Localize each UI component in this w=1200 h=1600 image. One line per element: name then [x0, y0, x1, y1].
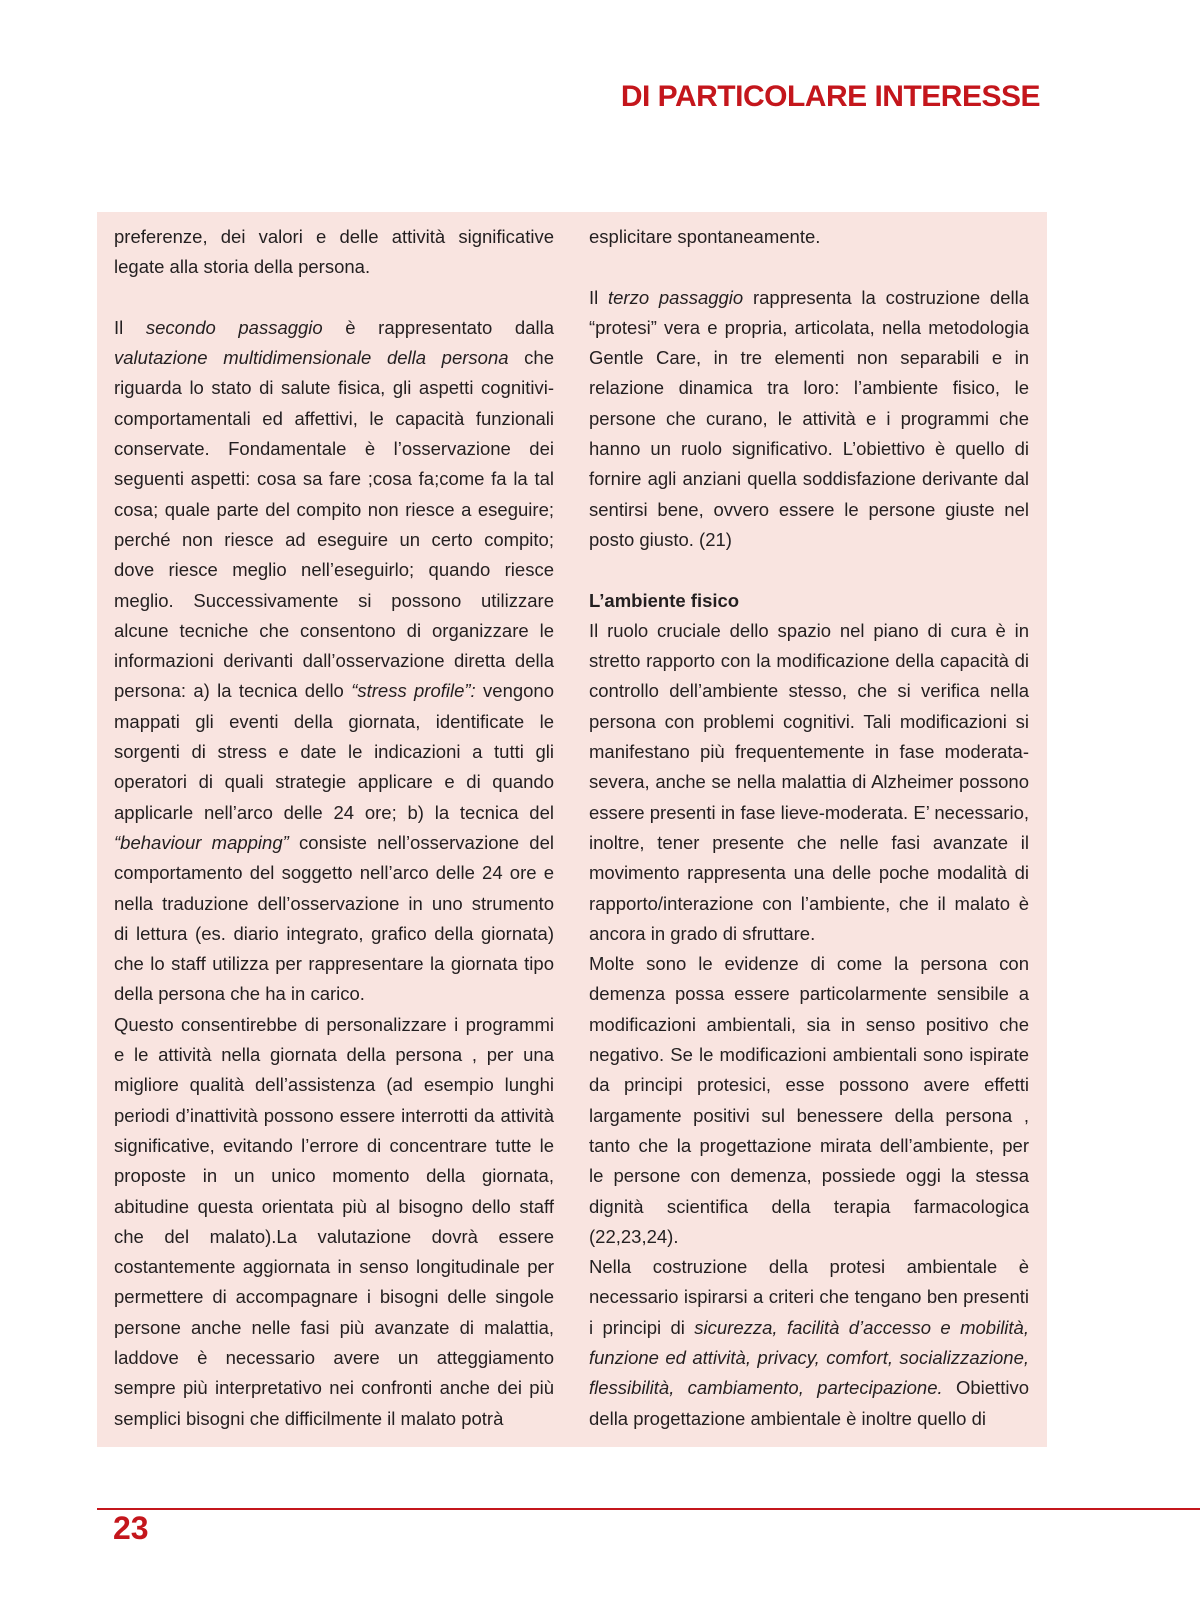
- text-run: che riguarda lo stato di salute fisica, gli aspetti cognitivi-comportamentali ed affettivi, le capacità funzionali conservate. Fondamentale è l’osservazione dei seguenti aspetti: cosa sa fare ;cosa fa;come fa la tal cosa; quale parte del compito non riesce a eseguire; perché non riesce ad eseguire un certo compito; dove riesce meglio nell’eseguirlo; quando riesce meglio. Successivamente si possono utilizzare alcune tecniche che consentono di organizzare le informazioni derivanti dall’osservazione diretta della persona: a) la tecnica dello: [114, 347, 554, 702]
- text-run: Nella costruzione della protesi ambientale è necessario ispirarsi a criteri che tengano ben presenti i principi di: [589, 1256, 1029, 1338]
- article-body: [97, 212, 1047, 1447]
- section-title: DI PARTICOLARE INTERESSE: [620, 80, 1040, 113]
- paragraph-secondo-passaggio: [114, 313, 554, 1010]
- subsection-heading: L’ambiente fisico: [589, 589, 740, 611]
- emphasis-text: secondo passaggio: [145, 316, 323, 338]
- text-run: Il: [114, 316, 146, 338]
- emphasis-text: sicurezza, facilità d’accesso e mobilità, funzione ed attività, privacy, comfort, socializzazione, flessibilità, cambiamento, partecipazione.: [589, 1316, 1029, 1399]
- emphasis-text: “behaviour mapping”: [114, 831, 289, 853]
- right-column: [589, 222, 1029, 1434]
- left-column: [114, 222, 554, 1434]
- text-run: è rappresentato dalla: [322, 316, 554, 338]
- paragraph: esplicitare spontaneamente.: [589, 226, 821, 247]
- text-run: consiste nell’osservazione del comportamento del soggetto nell’arco delle 24 ore e nella traduzione dell’osservazione in uno strumento di lettura (es. diario integrato, grafico della giornata) che lo staff utilizza per rappresentare la giornata tipo della persona che ha in carico.: [114, 831, 554, 1005]
- paragraph: Questo consentirebbe di personalizzare i programmi e le attività nella giornata della persona , per una migliore qualità dell’assistenza (ad esempio lunghi periodi d’inattività possono essere interrotti da attività significative, evitando l’errore di concentrare tutte le proposte in un unico momento della giornata, abitudine questa orientata più al bisogno dello staff che del malato).La valutazione dovrà essere costantemente aggiornata in senso longitudinale per permettere di accompagnare i bisogni delle singole persone anche nelle fasi più avanzate di malattia, laddove è necessario avere un atteggiamento sempre più interpretativo nei confronti anche dei più semplici bisogni che difficilmente il malato potrà: [114, 1013, 554, 1429]
- page-number: 23: [113, 1510, 149, 1546]
- text-run: vengono mappati gli eventi della giornata, identificate le sorgenti di stress e date le indicazioni a tutti gli operatori di quali strategie applicare e di quando applicarle nell’arco delle 24 ore; b) la tecnica del: [114, 680, 555, 823]
- paragraph: Molte sono le evidenze di come la persona con demenza possa essere particolarmente sensibile a modificazioni ambientali, sia in senso positivo che negativo. Se le modificazioni ambientali sono ispirate da principi protesici, esse possono avere effetti largamente positivi sul benessere della persona , tanto che la progettazione mirata dell’ambiente, per le persone con demenza, possiede oggi la stessa dignità scientifica della terapia farmacologica (22,23,24).: [589, 953, 1029, 1247]
- paragraph: preferenze, dei valori e delle attività significative legate alla storia della persona.: [114, 226, 554, 278]
- paragraph: Il ruolo cruciale dello spazio nel piano di cura è in stretto rapporto con la modificazione della capacità di controllo dell’ambiente stesso, che si verifica nella persona con problemi cognitivi. Tali modificazioni si manifestano più frequentemente in fase moderata-severa, anche se nella malattia di Alzheimer possono essere presenti in fase lieve-moderata. E’ necessario, inoltre, tener presente che nelle fasi avanzate il movimento rappresenta una delle poche modalità di rapporto/interazione con l’ambiente, che il malato è ancora in grado di sfruttare.: [589, 619, 1029, 944]
- text-run: Il: [589, 286, 608, 308]
- footer-rule: [97, 1508, 1200, 1510]
- text-run: Obiettivo della progettazione ambientale è inoltre quello di: [589, 1377, 1029, 1429]
- paragraph-terzo-passaggio: [589, 283, 1029, 556]
- emphasis-text: terzo passaggio: [608, 286, 744, 308]
- paragraph: [589, 1252, 1029, 1434]
- emphasis-text: valutazione multidimensionale della persona: [114, 347, 509, 369]
- emphasis-text: “stress profile”:: [351, 680, 476, 702]
- text-run: rappresenta la costruzione della “protesi” vera e propria, articolata, nella metodologia Gentle Care, in tre elementi non separabili e in relazione dinamica tra loro: l’ambiente fisico, le persone che curano, le attività e i programmi che hanno un ruolo significativo. L’obiettivo è quello di fornire agli anziani quella soddisfazione derivante dal sentirsi bene, ovvero essere le persone giuste nel posto giusto. (21): [589, 286, 1029, 550]
